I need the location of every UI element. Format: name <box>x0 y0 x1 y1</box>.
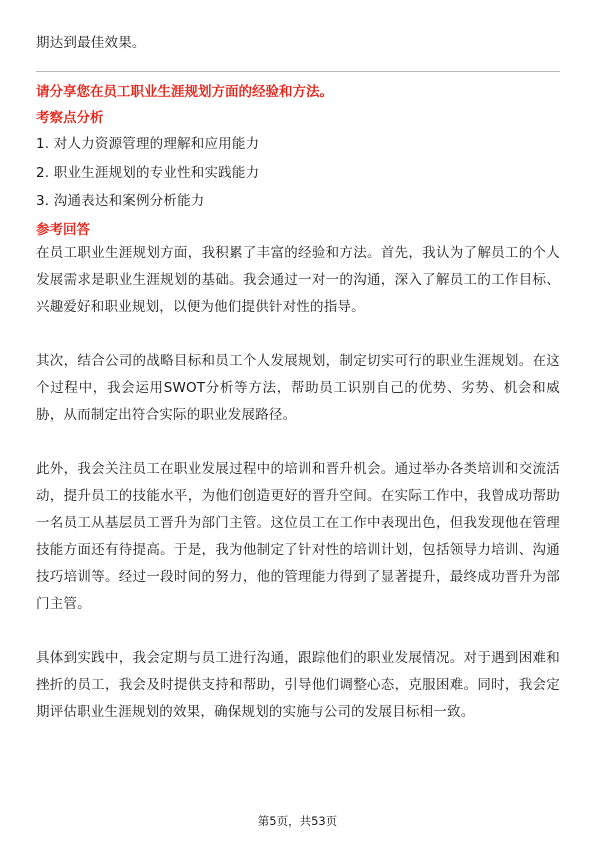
analysis-heading: 考察点分析 <box>36 110 104 126</box>
analysis-item: 3. 沟通表达和案例分析能力 <box>36 193 205 209</box>
continued-text: 期达到最佳效果。 <box>36 35 146 51</box>
answer-paragraph: 在员工职业生涯规划方面，我积累了丰富的经验和方法。首先，我认为了解员工的个人发展需求是职业生涯规划的基础。我会通过一对一的沟通，深入了解员工的工作目标、兴趣爱好和职业规划，以便为他们提供针对性的指导。 <box>36 244 560 315</box>
paragraph-gap <box>36 321 560 348</box>
page-content <box>36 30 560 726</box>
paragraph-gap <box>36 618 560 645</box>
question-heading: 请分享您在员工职业生涯规划方面的经验和方法。 <box>36 84 333 100</box>
answer-paragraph: 其次，结合公司的战略目标和员工个人发展规划，制定切实可行的职业生涯规划。在这个过程中，我会运用SWOT分析等方法，帮助员工识别自己的优势、劣势、机会和威胁，从而制定出符合实际的职业发展路径。 <box>36 352 560 423</box>
answer-heading: 参考回答 <box>36 221 90 238</box>
analysis-item: 2. 职业生涯规划的专业性和实践能力 <box>36 164 260 181</box>
answer-paragraph: 具体到实践中，我会定期与员工进行沟通，跟踪他们的职业发展情况。对于遇到困难和挫折的员工，我会及时提供支持和帮助，引导他们调整心态，克服困难。同时，我会定期评估职业生涯规划的效果，确保规划的实施与公司的发展目标相一致。 <box>36 649 560 720</box>
paragraph-gap <box>36 429 560 456</box>
analysis-list <box>36 130 560 216</box>
section-divider <box>36 71 560 72</box>
analysis-item: 1. 对人力资源管理的理解和应用能力 <box>36 136 260 152</box>
answer-paragraph: 此外，我会关注员工在职业发展过程中的培训和晋升机会。通过举办各类培训和交流活动，提升员工的技能水平，为他们创造更好的晋升空间。在实际工作中，我曾成功帮助一名员工从基层员工晋升为部门主管。这位员工在工作中表现出色，但我发现他在管理技能方面还有待提高。于是，我为他制定了针对性的培训计划，包括领导力培训、沟通技巧培训等。经过一段时间的努力，他的管理能力得到了显著提升，最终成功晋升为部门主管。 <box>36 460 560 612</box>
page-number: 第5页，共53页 <box>257 814 338 828</box>
